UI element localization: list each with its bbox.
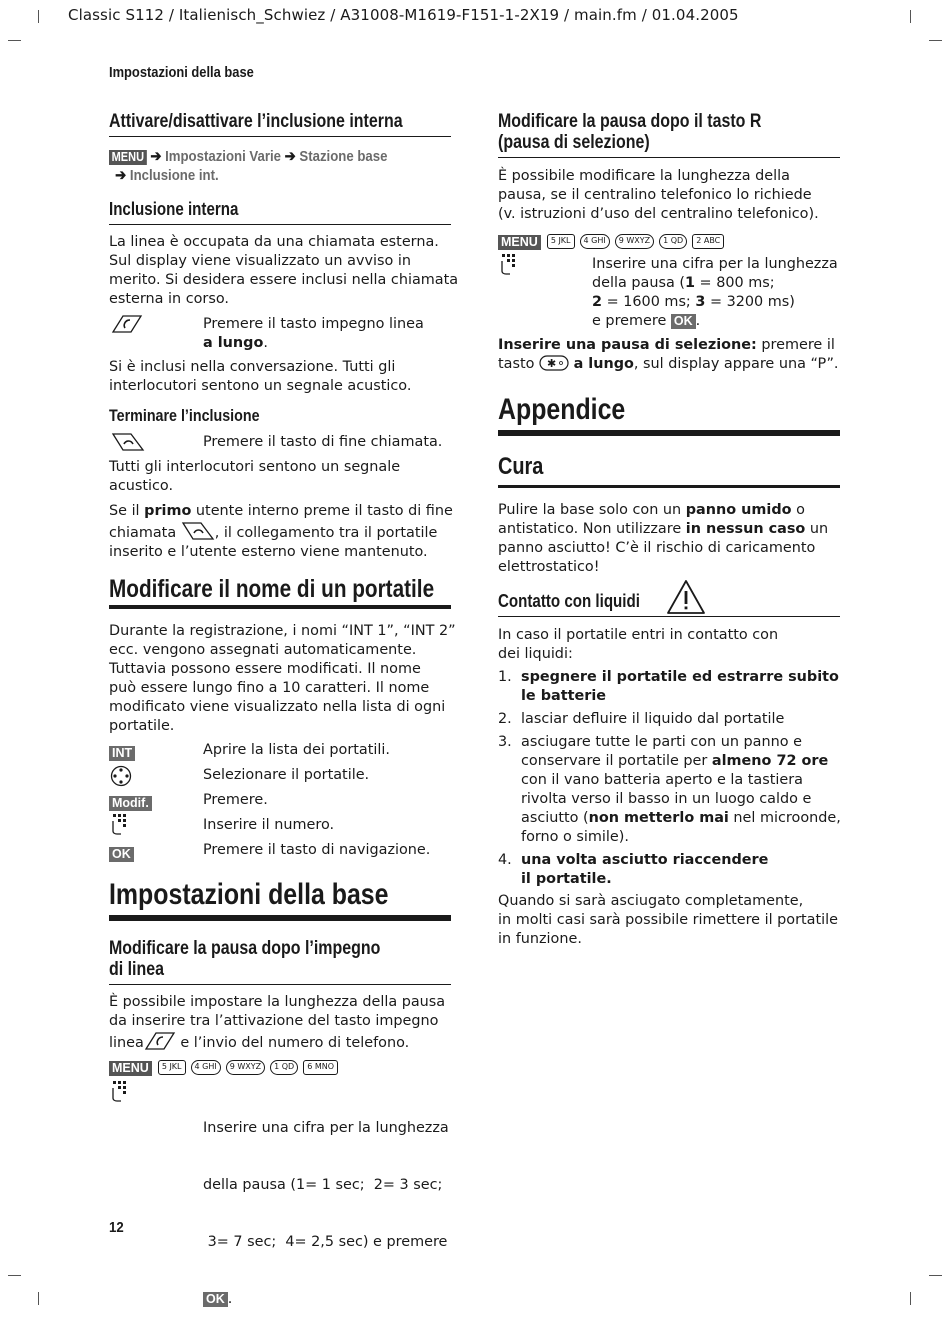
crop-mark (8, 1275, 21, 1276)
heading-rule (109, 136, 451, 137)
paragraph: La linea è occupata da una chiamata esterna. Sul display viene visualizzato un avviso in merito. Si desidera essere inclusi nella chiamata esterna in corso. (109, 234, 459, 307)
arrow-icon: ➔ (150, 148, 162, 165)
heading-rule (498, 485, 840, 488)
svg-text:✱: ✱ (546, 357, 557, 370)
running-header: Classic S112 / Italienisch_Schwiez / A31008-M1619-F151-1-2X19 / main.fm / 01.04.2005 (68, 6, 739, 24)
warning-icon (666, 579, 706, 615)
ok-key: OK (671, 314, 696, 329)
instruction-text: Inserire il numero. (203, 817, 335, 833)
menu-key: MENU (109, 150, 147, 165)
keypad-icon (111, 813, 131, 835)
paragraph: Durante la registrazione, i nomi “INT 1”, “INT 2” ecc. vengono assegnati automaticamente. Tuttavia possono essere modificati. Il nome può essere lungo fino a 10 caratteri. Il nome modificato viene visualizzato nella lista di ogni portatile. (109, 623, 456, 734)
heading-rule (109, 605, 451, 609)
menu-path (109, 147, 425, 184)
list-item: 2. lasciar defluire il liquido dal portatile (498, 711, 785, 727)
key-sequence (109, 1057, 343, 1076)
int-key: INT (109, 742, 135, 761)
ok-key: OK (109, 843, 134, 862)
digit-key: 5 JKL (547, 234, 575, 249)
menu-path-item: Impostazioni Varie (165, 148, 281, 165)
crop-mark (8, 40, 21, 41)
list-item: 3. asciugare tutte le parti con un panno e conservare il portatile per almeno 72 ore con il vano batteria aperto e la tastiera rivolta verso il basso in un luogo caldo e asciutto (non metterlo mai nel microonde, forno o simile). (498, 734, 841, 845)
paragraph: È possibile impostare la lunghezza della pausa da inserire tra l’attivazione del tasto impegno linea e l’invio del numero di telefono. (109, 994, 446, 1051)
star-key-icon (539, 355, 569, 371)
keypad-icon (500, 253, 520, 275)
menu-key: MENU (109, 1061, 152, 1076)
heading-inclusione-interna: Inclusione interna (109, 199, 239, 219)
paragraph: Si è inclusi nella conversazione. Tutti gli interlocutori sentono un segnale acustico. (109, 359, 412, 394)
menu-path-item: Inclusione int. (129, 167, 219, 184)
paragraph: Se il primo utente interno preme il tasto di fine chiamata , il collegamento tra il portatile inserito e l’utente esterno viene mantenuto. (109, 503, 453, 560)
key-sequence (498, 231, 729, 250)
end-call-key-icon (181, 521, 215, 541)
instruction-text: Premere il tasto di fine chiamata. (203, 434, 443, 450)
heading-terminare-inclusione: Terminare l’inclusione (109, 406, 260, 425)
instruction-text: Aprire la lista dei portatili. (203, 742, 390, 758)
heading-pausa-tasto-r: Modificare la pausa dopo il tasto R (pausa di selezione) (498, 111, 762, 153)
crop-mark (38, 10, 39, 23)
instruction-text: Premere il tasto impegno linea a lungo. (203, 316, 424, 351)
arrow-icon: ➔ (115, 167, 127, 184)
digit-key: 4 GHI (191, 1060, 221, 1075)
menu-path-item: Stazione base (299, 148, 388, 165)
arrow-icon: ➔ (284, 148, 296, 165)
heading-impostazioni-base: Impostazioni della base (109, 878, 389, 911)
talk-key-icon (144, 1031, 176, 1051)
paragraph: Tutti gli interlocutori sentono un segnale acustico. (109, 459, 401, 494)
menu-key: MENU (498, 235, 541, 250)
digit-key: 1 QD (659, 234, 687, 249)
crop-mark (38, 1292, 39, 1305)
heading-rule (498, 616, 840, 617)
crop-mark (929, 40, 942, 41)
list-item: 4. una volta asciutto riaccendere il portatile. (498, 852, 769, 887)
paragraph: Pulire la base solo con un panno umido o antistatico. Non utilizzare in nessun caso un panno asciutto! C’è il rischio di caricamento elettrostatico! (498, 502, 829, 575)
heading-attivare-inclusione: Attivare/disattivare l’inclusione interna (109, 111, 403, 132)
modif-key: Modif. (109, 792, 152, 811)
list-item: 1. spegnere il portatile ed estrarre subito le batterie (498, 669, 839, 704)
page-number: 12 (109, 1219, 124, 1236)
section-header: Impostazioni della base (109, 64, 254, 81)
paragraph: Inserire una pausa di selezione: premere il tasto ✱ a lungo, sul display appare una “P”. (498, 337, 839, 372)
digit-key: 4 GHI (580, 234, 610, 249)
digit-key: 2 ABC (692, 234, 724, 249)
crop-mark (910, 1292, 911, 1305)
end-call-key-icon (111, 432, 145, 452)
talk-key-icon (111, 314, 143, 334)
keypad-icon (111, 1080, 131, 1102)
crop-mark (910, 10, 911, 23)
heading-modificare-nome: Modificare il nome di un portatile (109, 575, 435, 603)
heading-appendice: Appendice (498, 393, 626, 426)
digit-key: 9 WXYZ (226, 1060, 265, 1075)
instruction-text: Inserire una cifra per la lunghezza della pausa (1= 1 sec; 2= 3 sec; 3= 7 sec; 4= 2,5 sec) e premere OK . (203, 1120, 449, 1307)
heading-rule (109, 984, 451, 985)
heading-rule (109, 915, 451, 921)
digit-key: 9 WXYZ (615, 234, 654, 249)
heading-pausa-impegno: Modificare la pausa dopo l’impegno di linea (109, 938, 381, 980)
crop-mark (929, 1275, 942, 1276)
heading-rule (109, 224, 451, 225)
paragraph: È possibile modificare la lunghezza della pausa, se il centralino telefonico lo richiede (v. istruzioni d’uso del centralino telefonico). (498, 168, 819, 222)
navigation-key-icon (110, 765, 132, 787)
paragraph: In caso il portatile entri in contatto con dei liquidi: (498, 627, 779, 662)
paragraph: Quando si sarà asciugato completamente, in molti casi sarà possibile rimettere il portatile in funzione. (498, 893, 838, 947)
heading-contatto-liquidi: Contatto con liquidi (498, 591, 640, 611)
instruction-text: Inserire una cifra per la lunghezza della pausa (1 = 800 ms; 2 = 1600 ms; 3 = 3200 ms) e premere OK . (592, 256, 838, 329)
numbered-list (498, 668, 858, 889)
ok-key: OK (203, 1292, 228, 1307)
instruction-text: Selezionare il portatile. (203, 767, 370, 783)
digit-key: 1 QD (270, 1060, 298, 1075)
instruction-text: Premere il tasto di navigazione. (203, 842, 431, 858)
heading-rule (498, 157, 840, 158)
digit-key: 5 JKL (158, 1060, 186, 1075)
heading-rule (498, 430, 840, 436)
instruction-text: Premere. (203, 792, 268, 808)
digit-key: 6 MNO (303, 1060, 338, 1075)
heading-cura: Cura (498, 453, 544, 480)
